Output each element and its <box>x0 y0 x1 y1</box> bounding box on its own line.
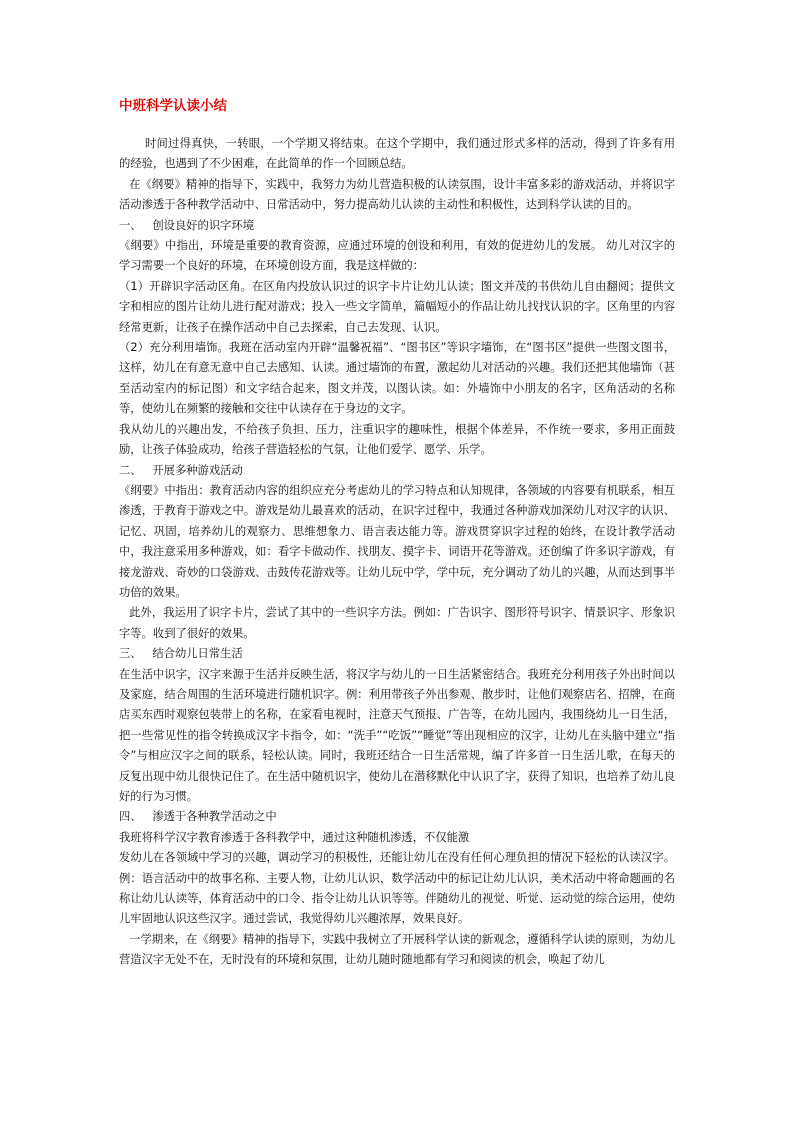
paragraph: 在《纲要》精神的指导下，实践中，我努力为幼儿营造积极的认读氛围，设计丰富多彩的游戏活动，并将识字活动渗透于各种教学活动中、日常活动中，努力提高幼儿认读的主动性和积极性，达到科学认读的目的。 <box>119 177 675 212</box>
section-heading: 一、 创设良好的识字环境 <box>119 218 255 232</box>
paragraph: 《纲要》中指出：教育活动内容的组织应充分考虑幼儿的学习特点和认知规律，各领域的内容要有机联系，相互渗透，于教育于游戏之中。游戏是幼儿最喜欢的活动，在识字过程中，我通过各种游戏加深幼儿对汉字的认识、记忆、巩固，培养幼儿的观察力、思维想象力、语言表达能力等。游戏贯穿识字过程的始终，在设计教学活动中，我注意采用多种游戏，如：看字卡做动作、找朋友、摸字卡、词语开花等游戏。还创编了许多识字游戏，有接龙游戏、奇妙的口袋游戏、击鼓传花游戏等。让幼儿玩中学，学中玩，充分调动了幼儿的兴趣，从而达到事半功倍的效果。 <box>119 483 675 599</box>
paragraph: 在生活中识字，汉字来源于生活并反映生活，将汉字与幼儿的一日生活紧密结合。我班充分利用孩子外出时间以及家庭，结合周围的生活环境进行随机识字。例：利用带孩子外出参观、散步时，让他们观察店名、招牌，在商店买东西时观察包装带上的名称，在家看电视时，注意天气预报、广告等，在幼儿园内，我围绕幼儿一日生活，把一些常见性的指令转换成汉字卡指令，如：“洗手”“吃饭”“睡觉”等出现相应的汉字，让幼儿在头脑中建立“指令”与相应汉字之间的联系，轻松认读。同时，我班还结合一日生活常规，编了许多首一日生活儿歌，在每天的反复出现中幼儿很快记住了。在生活中随机识字，使幼儿在潜移默化中认识了字，获得了知识，也培养了幼儿良好的行为习惯。 <box>119 667 675 803</box>
paragraph: 我班将科学汉字教育渗透于各科教学中，通过这种随机渗透，不仅能激 <box>119 830 470 844</box>
paragraph: （2）充分利用墙饰。我班在活动室内开辟“温馨祝福”、“图书区”等识字墙饰，在“图书区”提供一些图文图书，这样，幼儿在有意无意中自己去感知、认读。通过墙饰的布置，激起幼儿对活动的兴趣。我们还把其他墙饰（甚至活动室内的标记图）和文字结合起来，图文并茂，以图认读。如：外墙饰中小朋友的名字，区角活动的名称等，使幼儿在频繁的接触和交往中认读存在于身边的文字。 <box>119 341 675 416</box>
paragraph: 发幼儿在各领域中学习的兴趣，调动学习的积极性，还能让幼儿在没有任何心理负担的情况下轻松的认读汉字。例：语言活动中的故事名称、主要人物，让幼儿认识，数学活动中的标记让幼儿认识，美术活动中将命题画的名称让幼儿认读等，体育活动中的口令、指令让幼儿认识等等。伴随幼儿的视觉、听觉、运动觉的综合运用，使幼儿牢固地认识这些汉字。通过尝试，我觉得幼儿兴趣浓厚，效果良好。 <box>119 851 675 926</box>
paragraph: 此外，我运用了识字卡片，尝试了其中的一些识字方法。例如：广告识字、图形符号识字、情景识字、形象识字等。收到了很好的效果。 <box>119 606 675 640</box>
document-page <box>119 96 675 971</box>
section-heading: 四、 渗透于各种教学活动之中 <box>119 810 277 824</box>
paragraph: 一学期来，在《纲要》精神的指导下，实践中我树立了开展科学认读的新观念，遵循科学认读的原则，为幼儿营造汉字无处不在，无时没有的环境和氛围，让幼儿随时随地都有学习和阅读的机会，唤起了幼儿 <box>119 932 675 967</box>
paragraph: 时间过得真快，一转眼，一个学期又将结束。在这个学期中，我们通过形式多样的活动，得到了许多有用的经验，也遇到了不少困难，在此简单的作一个回顾总结。 <box>119 137 675 171</box>
paragraph: （1）开辟识字活动区角。在区角内投放认识过的识字卡片让幼儿认读；图文并茂的书供幼儿自由翻阅；提供文字和相应的图片让幼儿进行配对游戏；投入一些文字简单，篇幅短小的作品让幼儿找找认识的字。区角里的内容经常更新，让孩子在操作活动中自己去探索，自己去发现、认识。 <box>119 279 675 334</box>
paragraph: 《纲要》中指出，环境是重要的教育资源，应通过环境的创设和利用，有效的促进幼儿的发展。 幼儿对汉字的学习需要一个良好的环境，在环境创设方面，我是这样做的： <box>119 239 675 273</box>
document-title: 中班科学认读小结 <box>119 98 227 114</box>
section-heading: 二、 开展多种游戏活动 <box>119 463 243 477</box>
paragraph: 我从幼儿的兴趣出发，不给孩子负担、压力，注重识字的趣味性，根据个体差异，不作统一要求，多用正面鼓励，让孩子体验成功，给孩子营造轻松的气氛，让他们爱学、愿学、乐学。 <box>119 422 675 457</box>
document-body <box>119 134 675 971</box>
section-heading: 三、 结合幼儿日常生活 <box>119 647 243 661</box>
